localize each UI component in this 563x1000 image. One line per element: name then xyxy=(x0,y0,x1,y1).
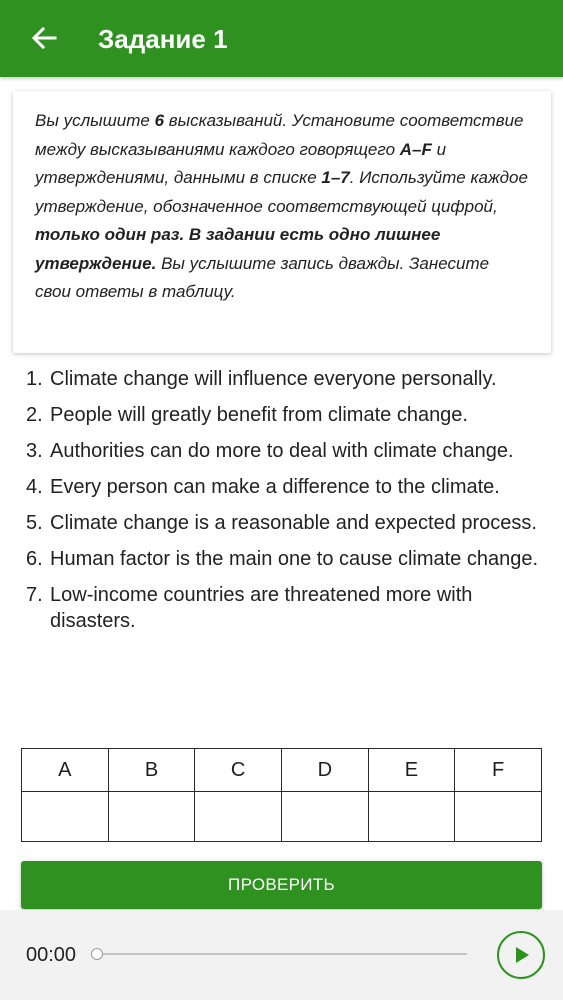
audio-player xyxy=(0,910,563,1000)
statement-item: 1. Climate change will influence everyone personally. xyxy=(26,368,497,390)
instructions-card xyxy=(13,91,551,353)
play-icon xyxy=(510,944,532,966)
answer-cell-c[interactable] xyxy=(195,792,282,842)
back-arrow-icon[interactable] xyxy=(28,22,60,54)
statements-list xyxy=(26,366,546,644)
statement-item: 4. Every person can make a difference to the climate. xyxy=(26,476,500,498)
answer-cell-a[interactable] xyxy=(22,792,109,842)
app-bar xyxy=(0,0,563,77)
column-header-e: E xyxy=(368,749,455,792)
column-header-f: F xyxy=(455,749,542,792)
playback-time: 00:00 xyxy=(26,944,77,966)
column-header-b: B xyxy=(108,749,195,792)
statement-item: 2. People will greatly benefit from climate change. xyxy=(26,404,468,426)
instructions-text: Вы услышите 6 высказываний. Установите соответствие между высказываниями каждого говорящего A–F и утверждениями, данными в списке 1–7. Используйте каждое утверждение, обозначенное соответствующей цифрой, только один раз. В задании есть одно лишнее утверждение. Вы услышите запись дважды. Занесите свои ответы в таблицу. xyxy=(35,111,528,301)
seek-bar[interactable] xyxy=(103,953,467,955)
play-button[interactable] xyxy=(497,931,545,979)
column-header-a: A xyxy=(22,749,109,792)
answer-input-row xyxy=(22,792,542,842)
seek-handle[interactable] xyxy=(91,948,103,960)
answer-cell-d[interactable] xyxy=(281,792,368,842)
answer-table xyxy=(21,748,542,842)
answer-cell-e[interactable] xyxy=(368,792,455,842)
statement-item: 5. Climate change is a reasonable and expected process. xyxy=(26,512,537,534)
page-title: Задание 1 xyxy=(98,24,228,54)
statement-item: 6. Human factor is the main one to cause climate change. xyxy=(26,548,539,570)
column-header-c: C xyxy=(195,749,282,792)
statement-item: 7. Low-income countries are threatened more with disasters. xyxy=(26,584,473,632)
answer-cell-f[interactable] xyxy=(455,792,542,842)
answer-table-header xyxy=(22,749,542,792)
statement-item: 3. Authorities can do more to deal with climate change. xyxy=(26,440,514,462)
check-button[interactable]: ПРОВЕРИТЬ xyxy=(21,861,542,909)
column-header-d: D xyxy=(281,749,368,792)
answer-cell-b[interactable] xyxy=(108,792,195,842)
